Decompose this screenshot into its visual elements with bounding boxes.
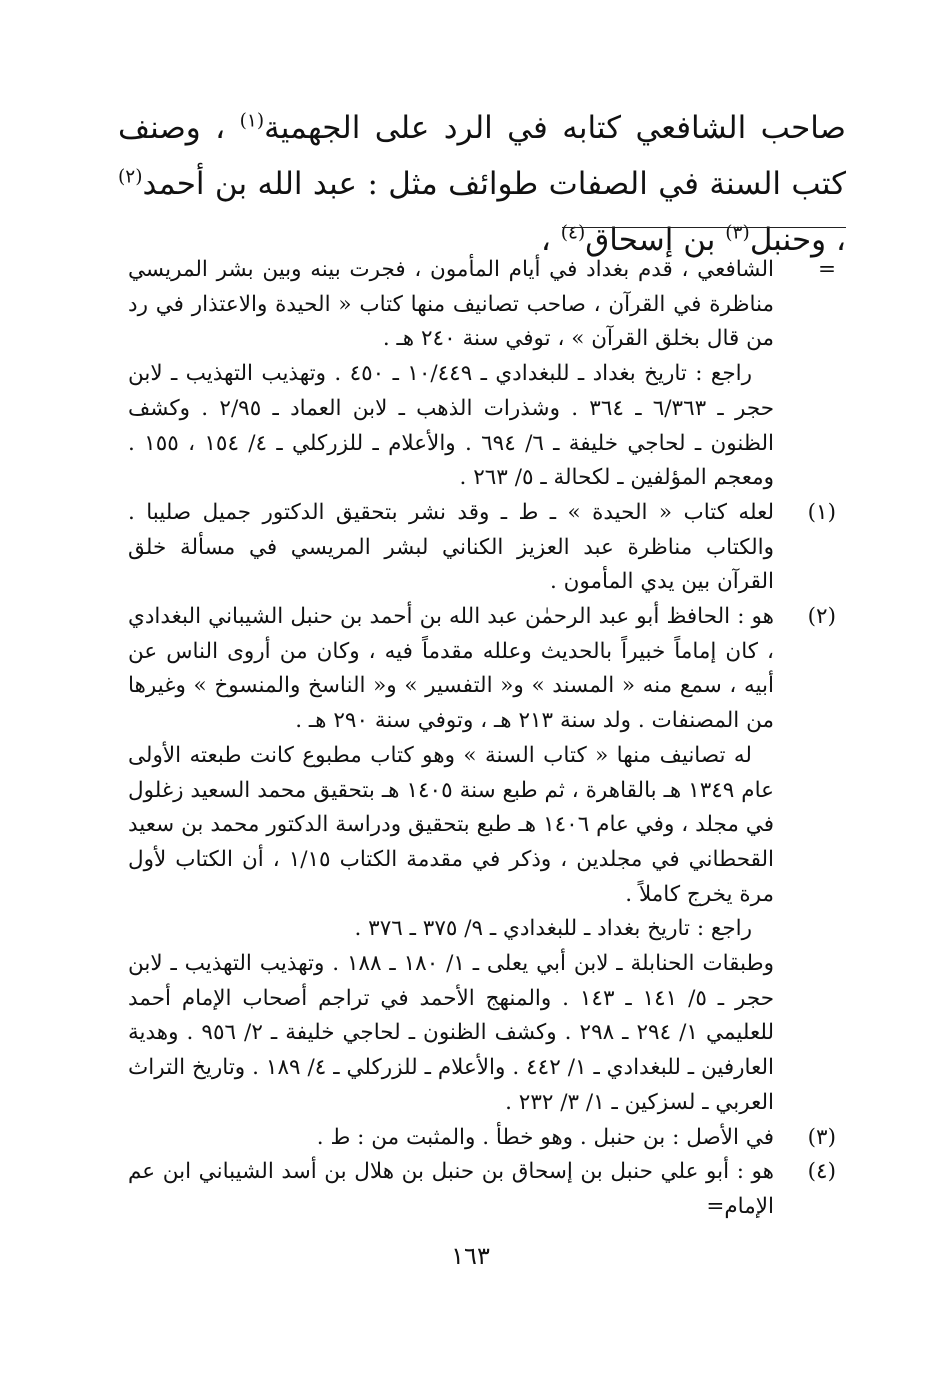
page-number: ١٦٣	[451, 1242, 490, 1270]
footnote-number: (٣)	[807, 1124, 836, 1150]
footnote-paragraph: الشافعي ، قدم بغداد في أيام المأمون ، فجرت بينه وبين بشر المريسي مناظرة في القرآن ، صاحب تصانيف منها كتاب « الحيدة والاعتذار في رد من قال بخلق القرآن » ، توفي سنة ٢٤٠ هـ .	[128, 257, 774, 352]
footnote-1	[128, 496, 836, 600]
footnote-paragraph: له تصانيف منها « كتاب السنة » وهو كتاب مطبوع كانت طبعته الأولى عام ١٣٤٩ هـ بالقاهرة ، ثم طبع سنة ١٤٠٥ هـ بتحقيق محمد السعيد زغلول في مجلد ، وفي عام ١٤٠٦ هـ طبع بتحقيق ودراسة الدكتور محمد بن سعيد القحطاني في مجلدين ، وذكر في مقدمة الكتاب ١/١٥ ، أن الكتاب لأول مرة يخرج كاملاً .	[128, 742, 774, 907]
footnote-number: (٤)	[807, 1159, 836, 1185]
footnote-number: (٢)	[807, 604, 836, 630]
footnote-paragraph: هو : الحافظ أبو عبد الرحمٰن عبد الله بن أحمد بن حنبل الشيباني البغدادي ، كان إماماً خبيراً بالحديث وعلله مقدماً فيه ، وكان من أروى الناس عن أبيه ، سمع منه « المسند » و« التفسير » و« الناسخ والمنسوخ » وغيرها من المصنفات . ولد سنة ٢١٣ هـ ، وتوفي سنة ٢٩٠ هـ .	[128, 604, 774, 734]
footnote-3	[128, 1121, 836, 1156]
continuation-marker: =	[817, 257, 836, 282]
footnote-number: (١)	[807, 499, 836, 525]
main-text-part: ، وصنف كتب السنة في الصفات طوائف مثل : عبد الله بن أحمد	[118, 110, 846, 202]
footnote-paragraph: لعله كتاب « الحيدة » ـ ط ـ وقد نشر بتحقيق الدكتور جميل صليبا . والكتاب مناظرة عبد العزيز الكناني لبشر المريسي في مسألة خلق القرآن بين يدي المأمون .	[128, 499, 774, 595]
footnote-paragraph: في الأصل : بن حنبل . وهو خطأ . والمثبت من : ط .	[316, 1124, 774, 1150]
main-text	[118, 100, 846, 268]
footnote-ref-3: (٣)	[725, 222, 750, 244]
footnote-continuation	[128, 253, 836, 496]
footnote-ref-4: (٤)	[560, 222, 586, 244]
main-text-part: بن إسحاق	[585, 222, 726, 258]
footnotes	[128, 253, 836, 1225]
footnote-ref-2: (٢)	[118, 166, 143, 188]
footnote-body	[128, 600, 774, 1121]
footnote-body	[128, 1155, 774, 1224]
footnote-body	[128, 496, 774, 600]
main-text-part: ،	[540, 222, 561, 258]
footnote-paragraph: وطبقات الحنابلة ـ لابن أبي يعلى ـ ١/ ١٨٠ ـ ١٨٨ . وتهذيب التهذيب ـ لابن حجر ـ ٥/ ١٤١ ـ ١٤٣ . والمنهج الأحمد في تراجم أصحاب الإمام أحمد للعليمي ١/ ٢٩٤ ـ ٢٩٨ . وكشف الظنون ـ لحاجي خليفة ـ ٢/ ٩٥٦ . وهدية العارفين ـ للبغدادي ـ ١/ ٤٤٢ . والأعلام ـ للزركلي ـ ٤/ ١٨٩ . وتاريخ التراث العربي ـ لسزكين ـ ١/ ٣/ ٢٣٢ .	[128, 951, 775, 1115]
footnote-paragraph: راجع : تاريخ بغداد ـ للبغدادي ـ ١٠/٤٤٩ ـ ٤٥٠ . وتهذيب التهذيب ـ لابن حجر ـ ٦/٣٦٣ ـ ٣٦٤ . وشذرات الذهب ـ لابن العماد ـ ٢/٩٥ . وكشف الظنون ـ لحاجي خليفة ـ ٦/ ٦٩٤ . والأعلام ـ للزركلي ـ ٤/ ١٥٤ ، ١٥٥ . ومعجم المؤلفين ـ لكحالة ـ ٥/ ٢٦٣ .	[128, 361, 775, 491]
footnote-paragraph: راجع : تاريخ بغداد ـ للبغدادي ـ ٩/ ٣٧٥ ـ ٣٧٦ .	[354, 916, 752, 942]
main-text-part: صاحب الشافعي كتابه في الرد على الجهمية	[264, 110, 846, 146]
footnote-body	[128, 1121, 774, 1156]
footnote-ref-1: (١)	[239, 110, 265, 132]
footnote-body	[128, 253, 774, 496]
footnote-2	[128, 600, 836, 1121]
footnote-separator	[562, 227, 846, 228]
main-text-part: ، وحنبل	[749, 222, 846, 258]
footnote-4	[128, 1155, 836, 1224]
footnote-paragraph: هو : أبو علي حنبل بن إسحاق بن حنبل بن هلال بن أسد الشيباني ابن عم الإمام=	[128, 1159, 774, 1219]
